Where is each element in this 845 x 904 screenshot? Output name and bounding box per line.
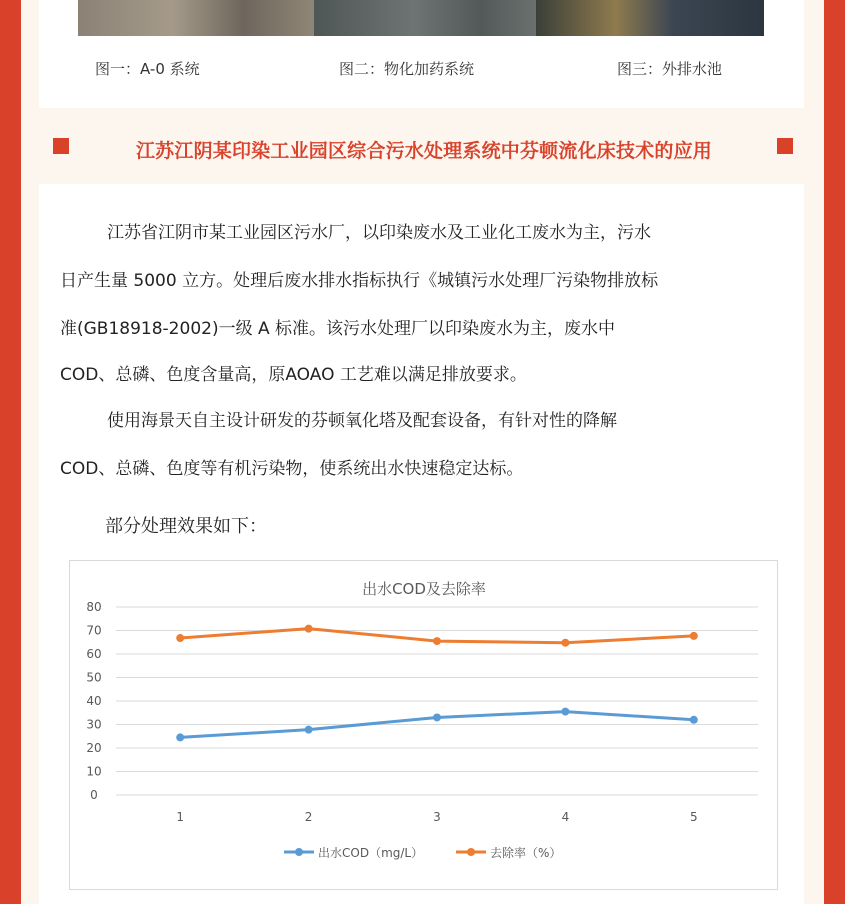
- section-title: 江苏江阴某印染工业园区综合污水处理系统中芬顿流化床技术的应用: [135, 140, 712, 162]
- paragraph-1-line-3: 准(GB18918-2002)一级 A 标准。该污水处理厂以印染废水为主，废水中: [60, 319, 616, 339]
- x-tick-label: 3: [433, 810, 441, 824]
- chart-title: 出水COD及去除率: [362, 580, 486, 598]
- data-point: [176, 634, 184, 642]
- y-tick-label: 40: [86, 694, 102, 708]
- paragraph-2-line-2: COD、总磷、色度等有机污染物，使系统出水快速稳定达标。: [60, 459, 524, 479]
- data-point: [305, 625, 313, 633]
- y-axis-ticks: [86, 600, 101, 802]
- legend-marker-icon: [467, 848, 475, 856]
- data-point: [176, 733, 184, 741]
- y-tick-label: 20: [86, 741, 102, 755]
- x-tick-label: 1: [176, 810, 185, 824]
- x-tick-label: 5: [689, 810, 698, 824]
- data-point: [305, 726, 313, 734]
- data-point: [433, 637, 441, 645]
- photo-caption-3: 图三：外排水池: [617, 60, 723, 78]
- paragraph-1-line-2: 日产生量 5000 立方。处理后废水排水指标执行《城镇污水处理厂污染物排放标: [60, 271, 659, 291]
- paragraph-2-line-1: 使用海景天自主设计研发的芬顿氧化塔及配套设备，有针对性的降解: [107, 411, 617, 431]
- data-point: [690, 632, 698, 640]
- legend: [284, 845, 561, 860]
- x-axis-ticks: [176, 810, 697, 824]
- section-header: [53, 136, 793, 164]
- data-point: [690, 716, 698, 724]
- y-tick-label: 80: [86, 600, 102, 614]
- photo-caption-1: 图一：A-0 系统: [95, 60, 200, 78]
- data-point: [433, 713, 441, 721]
- square-bullet-icon: [777, 138, 793, 154]
- photo-dosing-system: [314, 0, 536, 36]
- legend-label: 出水COD（mg/L）: [318, 846, 424, 860]
- line-chart: [70, 561, 779, 891]
- legend-marker-icon: [295, 848, 303, 856]
- x-tick-label: 4: [561, 810, 570, 824]
- chart-container: [69, 560, 778, 890]
- legend-label: 去除率（%）: [490, 846, 562, 860]
- paragraph-1-line-4: COD、总磷、色度含量高，原AOAO 工艺难以满足排放要求。: [60, 365, 527, 385]
- y-tick-label: 30: [86, 717, 102, 732]
- photo-discharge-pool: [536, 0, 764, 36]
- body-panel: [39, 184, 804, 904]
- y-tick-label: 50: [86, 670, 102, 685]
- y-tick-label: 10: [86, 764, 102, 779]
- data-point: [561, 639, 569, 647]
- photo-strip: [78, 0, 764, 36]
- square-bullet-icon: [53, 138, 69, 154]
- data-point: [561, 708, 569, 716]
- photo-a0-system: [78, 0, 314, 36]
- photo-panel: [39, 0, 804, 108]
- photo-caption-2: 图二：物化加药系统: [339, 60, 475, 78]
- series-layer: [176, 625, 698, 742]
- x-tick-label: 2: [304, 810, 313, 824]
- y-tick-label: 60: [86, 647, 102, 661]
- y-tick-label: 0: [90, 788, 98, 802]
- paragraph-1-line-1: 江苏省江阴市某工业园区污水厂，以印染废水及工业化工废水为主，污水: [107, 223, 651, 243]
- results-heading: 部分处理效果如下：: [105, 516, 267, 537]
- y-tick-label: 70: [86, 623, 102, 638]
- article-page: [21, 0, 824, 904]
